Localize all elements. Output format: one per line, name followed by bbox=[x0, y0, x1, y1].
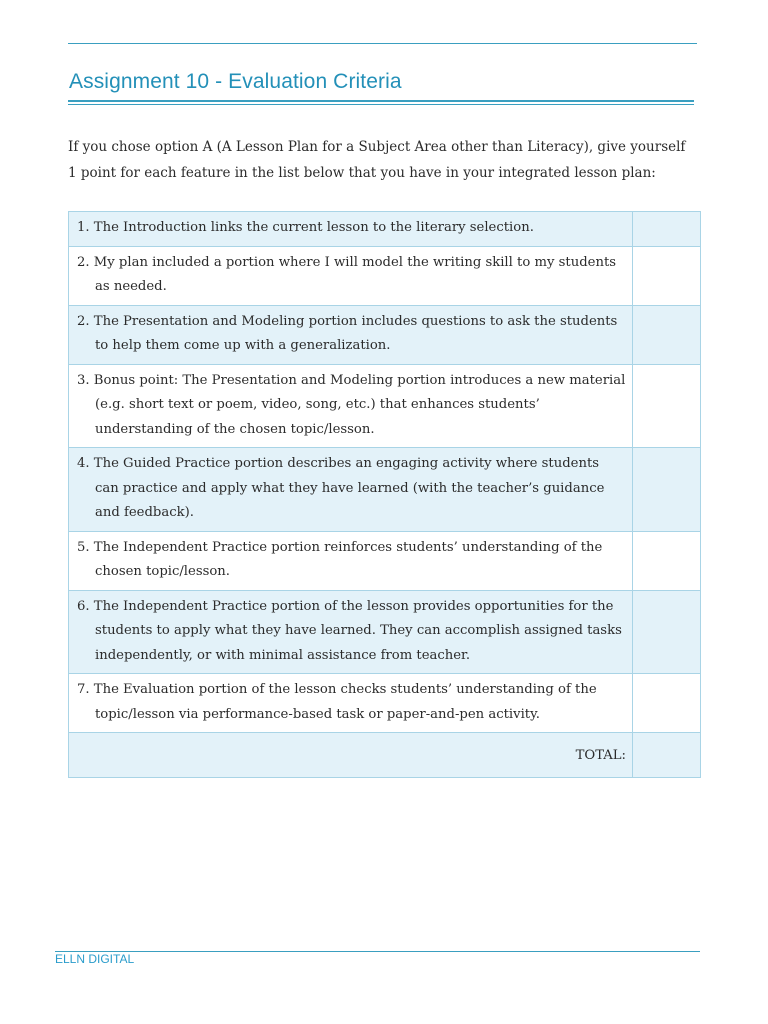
score-cell[interactable] bbox=[633, 246, 701, 305]
criteria-row bbox=[69, 246, 701, 305]
criteria-row bbox=[69, 212, 701, 247]
score-cell[interactable] bbox=[633, 531, 701, 590]
criteria-item-5: 4. The Guided Practice portion describes an engaging activity where students can practice and apply what they have learned (with the teacher’s guidance and feedback). bbox=[77, 456, 605, 520]
footer-brand: ELLN DIGITAL bbox=[55, 952, 135, 966]
total-label-cell bbox=[69, 733, 633, 778]
top-divider bbox=[68, 43, 697, 44]
criteria-row bbox=[69, 590, 701, 674]
criteria-text-cell bbox=[69, 305, 633, 364]
criteria-row bbox=[69, 674, 701, 733]
criteria-item-7: 6. The Independent Practice portion of the lesson provides opportunities for the students to apply what they have learned. They can accomplish assigned tasks independently, or with minimal assistance from teacher. bbox=[77, 598, 622, 663]
criteria-row bbox=[69, 531, 701, 590]
score-cell[interactable] bbox=[633, 212, 701, 247]
footer-divider bbox=[55, 951, 700, 952]
criteria-text-cell bbox=[69, 246, 633, 305]
criteria-text-cell bbox=[69, 531, 633, 590]
score-cell[interactable] bbox=[633, 674, 701, 733]
total-score-cell[interactable] bbox=[633, 733, 701, 778]
criteria-item-3: 2. The Presentation and Modeling portion includes questions to ask the students to help them come up with a generalization. bbox=[77, 313, 618, 353]
criteria-text-cell bbox=[69, 448, 633, 532]
title-underline bbox=[68, 100, 694, 102]
criteria-item-4: 3. Bonus point: The Presentation and Modeling portion introduces a new material (e.g. short text or poem, video, song, etc.) that enhances students’ understanding of the chosen topic/lesson. bbox=[77, 372, 626, 437]
criteria-table bbox=[68, 211, 701, 778]
score-cell[interactable] bbox=[633, 305, 701, 364]
score-cell[interactable] bbox=[633, 448, 701, 532]
intro-paragraph: If you chose option A (A Lesson Plan for a Subject Area other than Literacy), give yourself 1 point for each feature in the list below that you have in your integrated lesson plan: bbox=[68, 139, 686, 181]
criteria-text-cell bbox=[69, 674, 633, 733]
criteria-text-cell bbox=[69, 212, 633, 247]
criteria-row bbox=[69, 448, 701, 532]
score-cell[interactable] bbox=[633, 590, 701, 674]
criteria-row bbox=[69, 305, 701, 364]
criteria-text-cell bbox=[69, 590, 633, 674]
criteria-item-6: 5. The Independent Practice portion reinforces students’ understanding of the chosen topic/lesson. bbox=[77, 539, 603, 579]
total-row bbox=[69, 733, 701, 778]
total-label: TOTAL: bbox=[575, 748, 626, 763]
page-title: Assignment 10 - Evaluation Criteria bbox=[69, 70, 402, 93]
criteria-text-cell bbox=[69, 364, 633, 448]
criteria-item-1: 1. The Introduction links the current lesson to the literary selection. bbox=[77, 220, 534, 235]
criteria-row bbox=[69, 364, 701, 448]
criteria-item-2: 2. My plan included a portion where I will model the writing skill to my students as needed. bbox=[77, 254, 617, 294]
title-underline-thin bbox=[68, 104, 694, 105]
criteria-item-8: 7. The Evaluation portion of the lesson checks students’ understanding of the topic/lesson via performance-based task or paper-and-pen activity. bbox=[77, 682, 597, 722]
score-cell[interactable] bbox=[633, 364, 701, 448]
